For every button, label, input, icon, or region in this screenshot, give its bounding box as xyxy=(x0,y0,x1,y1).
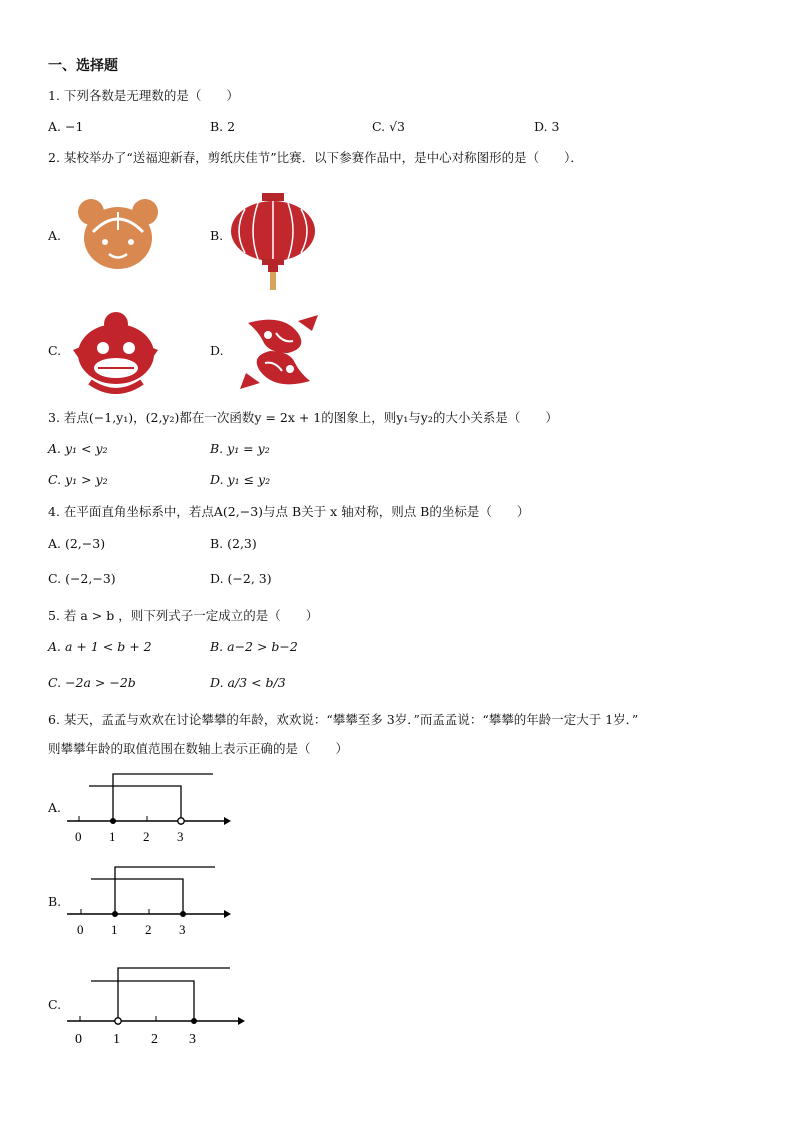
number-line-c xyxy=(64,963,250,1049)
q2-label-a[interactable]: A. xyxy=(48,228,62,243)
fish-pair-papercut-image xyxy=(238,313,320,391)
q5-stem: 5. 若 a > b ，则下列式子一定成立的是（ ） xyxy=(48,608,319,623)
tick-label: 0 xyxy=(75,1032,82,1047)
q1-option-c[interactable]: C. √3 xyxy=(372,119,405,134)
q4-stem: 4. 在平面直角坐标系中，若点A(2,−3)与点 B关于 x 轴对称，则点 B的坐标是（ ） xyxy=(48,504,530,519)
tick-label: 3 xyxy=(177,829,184,844)
q6-stem-line2: 则攀攀年龄的取值范围在数轴上表示正确的是（ ） xyxy=(48,741,349,756)
tick-label: 0 xyxy=(75,829,82,844)
q5-option-b[interactable]: B. a−2 > b−2 xyxy=(210,639,298,654)
q2-stem: 2. 某校举办了“送福迎新春，剪纸庆佳节”比赛．以下参赛作品中，是中心对称图形的是（ ）． xyxy=(48,150,583,165)
tick-label: 2 xyxy=(151,1032,158,1047)
q5-option-a[interactable]: A. a + 1 < b + 2 xyxy=(48,639,152,654)
tick-label: 0 xyxy=(77,922,84,937)
q4-option-d[interactable]: D. (−2, 3) xyxy=(210,571,272,586)
q6-label-a[interactable]: A. xyxy=(48,800,62,815)
lantern-papercut-image xyxy=(228,193,318,291)
q5-option-c[interactable]: C. −2a > −2b xyxy=(48,675,136,690)
q1-option-d[interactable]: D. 3 xyxy=(534,119,560,134)
lion-head-papercut-image xyxy=(68,310,163,394)
q4-option-c[interactable]: C. (−2,−3) xyxy=(48,571,116,586)
q6-label-b[interactable]: B. xyxy=(48,894,62,909)
tick-label: 2 xyxy=(143,829,150,844)
q3-option-d[interactable]: D. y₁ ≤ y₂ xyxy=(210,472,271,487)
tick-label: 3 xyxy=(189,1032,196,1047)
q2-label-d[interactable]: D. xyxy=(210,343,224,358)
girl-face-papercut-image xyxy=(73,196,163,272)
q3-stem: 3. 若点(−1,y₁)，(2,y₂)都在一次函数y = 2x + 1的图象上，则y₁与y₂的大小关系是（ ） xyxy=(48,410,558,425)
q5-option-d[interactable]: D. a/3 < b/3 xyxy=(210,675,286,690)
number-line-b xyxy=(64,863,234,943)
tick-label: 3 xyxy=(179,922,186,937)
number-line-a xyxy=(64,770,234,850)
q6-label-c[interactable]: C. xyxy=(48,997,62,1012)
tick-label: 1 xyxy=(109,829,116,844)
q2-label-c[interactable]: C. xyxy=(48,343,62,358)
tick-label: 1 xyxy=(113,1032,120,1047)
q3-option-b[interactable]: B. y₁ = y₂ xyxy=(210,441,270,456)
q4-option-a[interactable]: A. (2,−3) xyxy=(48,536,106,551)
q1-option-b[interactable]: B. 2 xyxy=(210,119,236,134)
q2-label-b[interactable]: B. xyxy=(210,228,224,243)
section-title: 一、选择题 xyxy=(48,58,118,74)
q3-option-a[interactable]: A. y₁ < y₂ xyxy=(48,441,108,456)
tick-label: 1 xyxy=(111,922,118,937)
q4-option-b[interactable]: B. (2,3) xyxy=(210,536,257,551)
tick-label: 2 xyxy=(145,922,152,937)
q1-option-a[interactable]: A. −1 xyxy=(48,119,84,134)
q3-option-c[interactable]: C. y₁ > y₂ xyxy=(48,472,108,487)
q6-stem-line1: 6. 某天，孟孟与欢欢在讨论攀攀的年龄，欢欢说：“攀攀至多 3岁．”而孟孟说：“攀攀的年龄一定大于 1岁．” xyxy=(48,712,639,727)
q1-stem: 1. 下列各数是无理数的是（ ） xyxy=(48,88,239,103)
